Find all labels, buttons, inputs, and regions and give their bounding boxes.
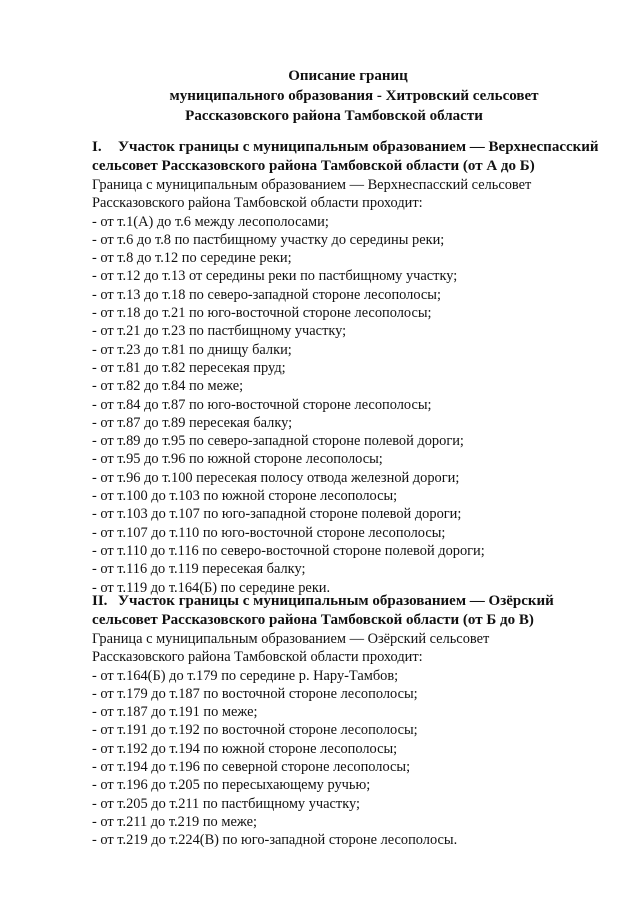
- list-item: - от т.119 до т.164(Б) по середине реки.: [92, 579, 331, 596]
- section-heading-line-2: сельсовет Рассказовского района Тамбовской области (от А до Б): [92, 158, 535, 174]
- boundary-list: [92, 667, 612, 850]
- list-item: - от т.95 до т.96 по южной стороне лесополосы;: [92, 451, 383, 468]
- list-item: - от т.84 до т.87 по юго-восточной стороне лесополосы;: [92, 396, 432, 413]
- title-line-2: муниципального образования - Хитровский сельсовет: [169, 88, 539, 104]
- section-intro-line-2: Рассказовского района Тамбовской области проходит:: [92, 649, 423, 666]
- list-item: - от т.1(А) до т.6 между лесополосами;: [92, 213, 329, 230]
- section-intro-line-1: Граница с муниципальным образованием — Верхнеспасский сельсовет: [92, 177, 532, 193]
- list-item: - от т.81 до т.82 пересекая пруд;: [92, 359, 286, 376]
- list-item: - от т.100 до т.103 по южной стороне лесополосы;: [92, 488, 398, 505]
- list-item: - от т.211 до т.219 по меже;: [92, 813, 257, 830]
- list-item: - от т.107 до т.110 по юго-восточной стороне лесополосы;: [92, 524, 446, 541]
- list-item: - от т.219 до т.224(В) по юго-западной стороне лесополосы.: [92, 832, 458, 849]
- list-item: - от т.8 до т.12 по середине реки;: [92, 250, 292, 267]
- document-title: [0, 66, 640, 126]
- section-number: I.: [92, 139, 102, 155]
- list-item: - от т.116 до т.119 пересекая балку;: [92, 561, 306, 578]
- section-intro-line-1: Граница с муниципальным образованием — Озёрский сельсовет: [92, 631, 490, 647]
- list-item: - от т.12 до т.13 от середины реки по пастбищному участку;: [92, 268, 458, 285]
- list-item: - от т.164(Б) до т.179 по середине р. Нару-Тамбов;: [92, 667, 399, 684]
- list-item: - от т.13 до т.18 по северо-западной стороне лесополосы;: [92, 286, 441, 303]
- boundary-list: [92, 213, 612, 597]
- list-item: - от т.18 до т.21 по юго-восточной стороне лесополосы;: [92, 305, 432, 322]
- list-item: - от т.82 до т.84 по меже;: [92, 378, 244, 395]
- list-item: - от т.87 до т.89 пересекая балку;: [92, 414, 293, 431]
- list-item: - от т.96 до т.100 пересекая полосу отвода железной дороги;: [92, 469, 460, 486]
- section-2: [92, 592, 612, 850]
- list-item: - от т.21 до т.23 по пастбищному участку;: [92, 323, 347, 340]
- section-number: II.: [92, 593, 108, 609]
- section-intro-line-2: Рассказовского района Тамбовской области проходит:: [92, 195, 423, 212]
- title-line-1: Описание границ: [288, 68, 408, 84]
- section-heading-line-1: Участок границы с муниципальным образованием — Верхнеспасский: [118, 139, 599, 155]
- list-item: - от т.179 до т.187 по восточной стороне лесополосы;: [92, 685, 418, 702]
- list-item: - от т.103 до т.107 по юго-западной стороне полевой дороги;: [92, 506, 462, 523]
- section-heading-line-2: сельсовет Рассказовского района Тамбовской области (от Б до В): [92, 612, 534, 628]
- section-heading: [92, 138, 612, 176]
- list-item: - от т.187 до т.191 по меже;: [92, 704, 258, 721]
- title-line-3: Рассказовского района Тамбовской области: [185, 108, 483, 124]
- list-item: - от т.23 до т.81 по днищу балки;: [92, 341, 292, 358]
- list-item: - от т.192 до т.194 по южной стороне лесополосы;: [92, 740, 398, 757]
- list-item: - от т.6 до т.8 по пастбищному участку до середины реки;: [92, 231, 445, 248]
- section-heading-line-1: Участок границы с муниципальным образованием — Озёрский: [118, 593, 554, 609]
- list-item: - от т.110 до т.116 по северо-восточной стороне полевой дороги;: [92, 542, 485, 559]
- list-item: - от т.89 до т.95 по северо-западной стороне полевой дороги;: [92, 433, 464, 450]
- list-item: - от т.194 до т.196 по северной стороне лесополосы;: [92, 759, 411, 776]
- list-item: - от т.205 до т.211 по пастбищному участку;: [92, 795, 361, 812]
- section-heading: [92, 592, 612, 630]
- list-item: - от т.196 до т.205 по пересыхающему ручью;: [92, 777, 371, 794]
- section-1: [92, 138, 612, 597]
- list-item: - от т.191 до т.192 по восточной стороне лесополосы;: [92, 722, 418, 739]
